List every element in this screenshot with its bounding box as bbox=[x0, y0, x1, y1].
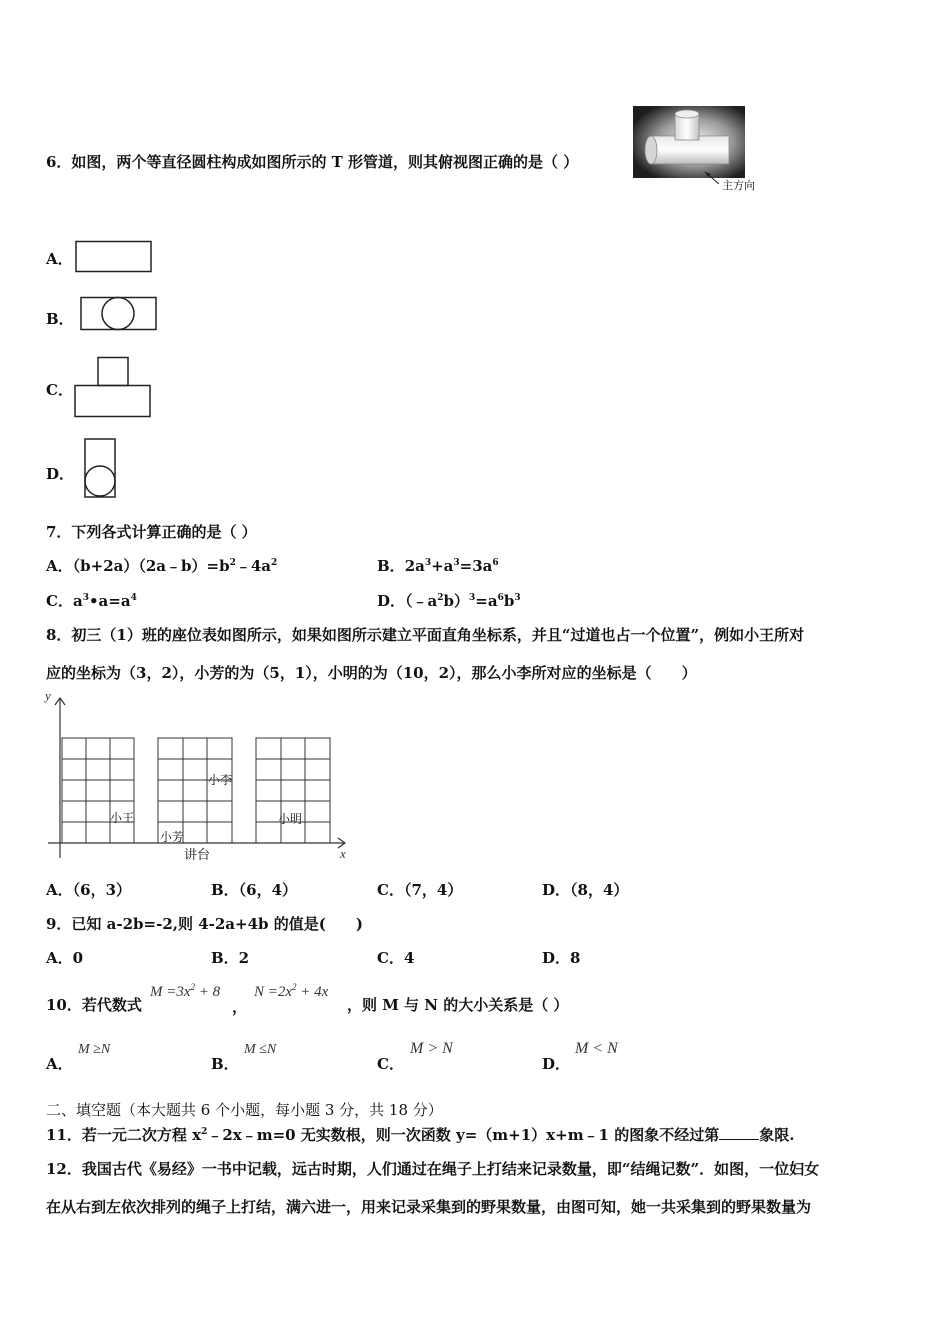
q10-stem-post: ，则 M 与 N 的大小关系是（ ） bbox=[347, 996, 569, 1014]
q6-option-d-figure bbox=[83, 437, 119, 505]
q7-option-d: D．$(﹣a^2b)^3=a^6b^3$ bbox=[377, 592, 521, 610]
q6-option-b-label: B． bbox=[46, 310, 74, 328]
q8-line2: 应的坐标为（3，2），小芳的为（5，1），小明的为（10，2），那么小李所对应的坐标是（ ） bbox=[46, 664, 697, 682]
q12-line1: 12．我国古代《易经》一书中记载，远古时期，人们通过在绳子上打结来记录数量，即“结绳记数”．如图，一位妇女 bbox=[46, 1160, 820, 1178]
podium-label: 讲台 bbox=[184, 848, 211, 863]
q10-option-d-label: D． bbox=[542, 1055, 571, 1073]
q6-option-a-figure bbox=[75, 240, 155, 278]
q7-option-a: A．$(b+2a)(2a﹣b)=b^2﹣4a^2$ bbox=[46, 557, 278, 575]
q10-option-c-expr: M > N bbox=[410, 1040, 453, 1057]
q6-option-b-figure bbox=[80, 296, 160, 336]
q9-option-c: C．4 bbox=[377, 949, 415, 967]
q11-text: 11．若一元二次方程 $x^2﹣2x﹣m=0$ 无实数根，则一次函数 y=（m+1）x+m﹣1 的图象不经过第 象限. bbox=[46, 1126, 795, 1144]
q8-line1: 8．初三（1）班的座位表如图所示，如果如图所示建立平面直角坐标系，并且“过道也占一个位置”，例如小王所对 bbox=[46, 626, 805, 644]
direction-label: 主方向 bbox=[722, 179, 755, 192]
seat-label-xiaoming: 小明 bbox=[278, 812, 303, 826]
q10-option-c-label: C． bbox=[377, 1055, 404, 1073]
q10-option-b-label: B． bbox=[211, 1055, 239, 1073]
q7-stem: 7．下列各式计算正确的是（ ） bbox=[46, 523, 257, 541]
q11-answer-blank bbox=[719, 1127, 759, 1140]
q9-option-a: A．0 bbox=[46, 949, 84, 967]
q10-option-a-label: A． bbox=[46, 1055, 73, 1073]
q10-option-b-expr: M ≤N bbox=[244, 1042, 277, 1057]
q8-option-a: A．（6，3） bbox=[46, 881, 132, 899]
q7-option-c: C．$a^3•a=a^4$ bbox=[46, 592, 137, 610]
section2-title: 二、填空题（本大题共 6 个小题，每小题 3 分，共 18 分） bbox=[46, 1101, 443, 1119]
q8-option-c: C．（7，4） bbox=[377, 881, 463, 899]
q6-stem: 6．如图，两个等直径圆柱构成如图所示的 T 形管道，则其俯视图正确的是（ ） bbox=[46, 153, 579, 171]
x-axis-label: x bbox=[340, 846, 346, 861]
q10-option-a-expr: M ≥N bbox=[78, 1042, 111, 1057]
seat-label-xiaowang: 小王 bbox=[110, 811, 135, 825]
q7-option-b: B．$2a^3+a^3=3a^6$ bbox=[377, 557, 499, 575]
seat-label-xiaoli: 小李 bbox=[208, 773, 233, 787]
q9-option-d: D．8 bbox=[542, 949, 581, 967]
q10-stem-pre: 10．若代数式 bbox=[46, 996, 142, 1014]
q6-option-d-label: D． bbox=[46, 465, 75, 483]
q10-option-d-expr: M < N bbox=[575, 1040, 618, 1057]
q6-option-a-label: A． bbox=[46, 250, 73, 268]
q10-expr-n: $N =2x^2 + 4x$ bbox=[254, 982, 329, 1000]
q9-stem: 9．已知 a-2b=-2,则 4-2a+4b 的值是( ) bbox=[46, 915, 363, 933]
q10-comma: ， bbox=[232, 998, 248, 1016]
q6-option-c-figure bbox=[74, 356, 154, 424]
q8-option-d: D．（8，4） bbox=[542, 881, 629, 899]
q9-option-b: B．2 bbox=[211, 949, 250, 967]
q10-expr-m: $M =3x^2 + 8$ bbox=[150, 982, 221, 1000]
q6-option-c-label: C． bbox=[46, 381, 73, 399]
q8-option-b: B．（6，4） bbox=[211, 881, 298, 899]
y-axis-label: y bbox=[45, 688, 51, 703]
seat-label-xiaofang: 小芳 bbox=[160, 830, 185, 844]
q12-line2: 在从右到左依次排列的绳子上打结，满六进一，用来记录采集到的野果数量，由图可知，她一共采集到的野果数量为 bbox=[46, 1198, 812, 1216]
